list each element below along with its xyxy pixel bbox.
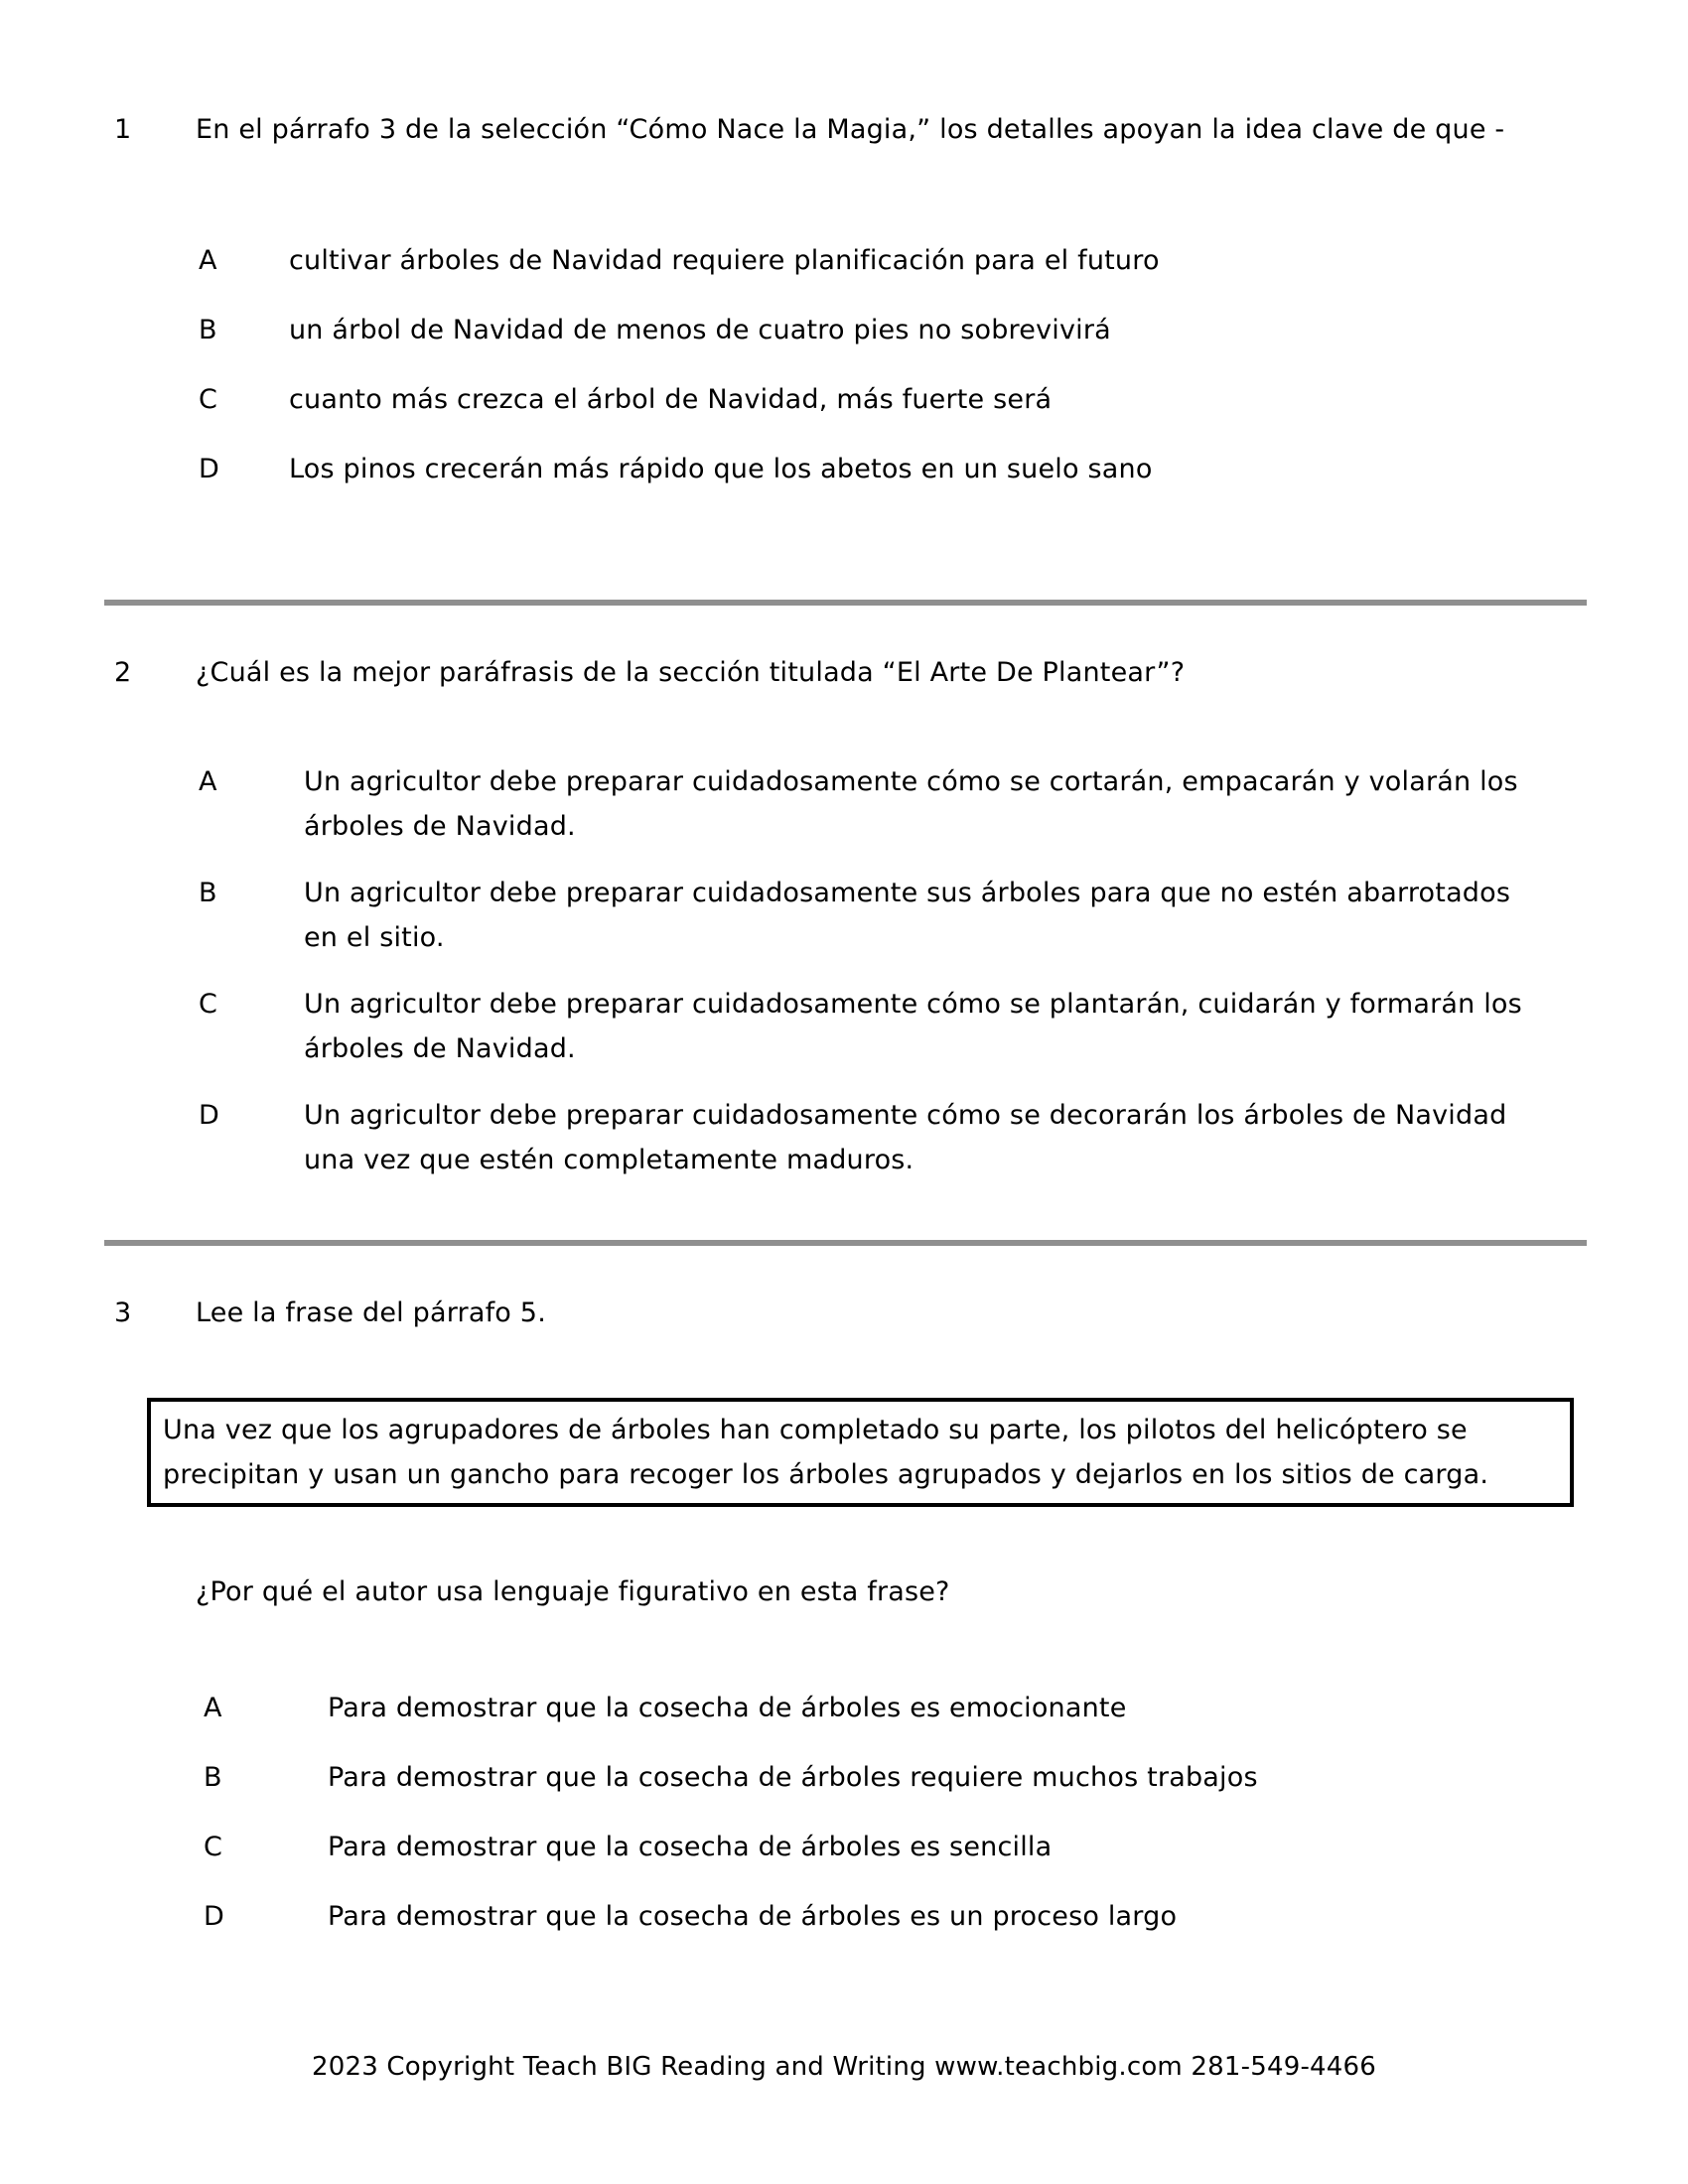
question-3-options	[204, 1686, 1599, 1939]
question-2-option-c	[199, 982, 1599, 1071]
option-text: un árbol de Navidad de menos de cuatro pies no sobrevivirá	[289, 315, 1111, 345]
option-text: Un agricultor debe preparar cuidadosamente cómo se cortarán, empacarán y volarán los árboles de Navidad.	[304, 766, 1518, 842]
question-1-head	[114, 107, 1599, 152]
question-3-prompt: Lee la frase del párrafo 5.	[196, 1297, 546, 1328]
question-3-sub-prompt: ¿Por qué el autor usa lenguaje figurativo en esta frase?	[196, 1576, 950, 1607]
question-3	[114, 1291, 1599, 1939]
option-text: Un agricultor debe preparar cuidadosamente cómo se decorarán los árboles de Navidad una vez que estén completamente maduros.	[304, 1100, 1507, 1175]
question-1-options	[199, 238, 1599, 491]
question-2-option-a	[199, 759, 1599, 849]
option-letter: B	[199, 878, 217, 908]
option-letter: A	[199, 766, 217, 797]
question-3-option-c	[204, 1825, 1599, 1869]
option-text: Para demostrar que la cosecha de árboles es emocionante	[328, 1693, 1127, 1723]
question-3-option-a	[204, 1686, 1599, 1730]
question-1-option-b	[199, 308, 1599, 352]
question-2-option-b	[199, 871, 1599, 960]
question-1	[114, 107, 1599, 491]
option-text: Para demostrar que la cosecha de árboles es un proceso largo	[328, 1901, 1178, 1932]
option-text: Para demostrar que la cosecha de árboles es sencilla	[328, 1832, 1053, 1862]
option-text: Un agricultor debe preparar cuidadosamente sus árboles para que no estén abarrotados en el sitio.	[304, 878, 1511, 953]
option-letter: B	[204, 1762, 222, 1793]
quote-text: Una vez que los agrupadores de árboles han completado su parte, los pilotos del helicóptero se precipitan y usan un gancho para recoger los árboles agrupados y dejarlos en los sitios de carga.	[163, 1415, 1489, 1490]
option-text: Para demostrar que la cosecha de árboles requiere muchos trabajos	[328, 1762, 1258, 1793]
question-1-option-c	[199, 377, 1599, 422]
option-letter: C	[199, 989, 218, 1020]
quote-box	[147, 1398, 1574, 1507]
question-3-option-d	[204, 1894, 1599, 1939]
question-1-option-a	[199, 238, 1599, 283]
option-text: cuanto más crezca el árbol de Navidad, más fuerte será	[289, 384, 1053, 415]
option-letter: A	[199, 245, 217, 276]
option-text: Un agricultor debe preparar cuidadosamente cómo se plantarán, cuidarán y formarán los árboles de Navidad.	[304, 989, 1522, 1064]
option-letter: C	[204, 1832, 223, 1862]
question-1-prompt: En el párrafo 3 de la selección “Cómo Nace la Magia,” los detalles apoyan la idea clave de que -	[196, 114, 1505, 145]
question-3-head	[114, 1291, 1599, 1335]
option-letter: D	[199, 1100, 219, 1131]
question-2-option-d	[199, 1093, 1599, 1182]
option-text: Los pinos crecerán más rápido que los abetos en un suelo sano	[289, 454, 1153, 484]
question-2-options	[199, 759, 1599, 1182]
option-text: cultivar árboles de Navidad requiere planificación para el futuro	[289, 245, 1160, 276]
option-letter: B	[199, 315, 217, 345]
option-letter: D	[204, 1901, 224, 1932]
question-1-option-d	[199, 447, 1599, 491]
question-2-head	[114, 650, 1599, 695]
option-letter: A	[204, 1693, 222, 1723]
question-1-number: 1	[114, 114, 132, 145]
section-divider	[104, 600, 1587, 606]
section-divider	[104, 1240, 1587, 1246]
question-2	[114, 650, 1599, 1182]
question-2-prompt: ¿Cuál es la mejor paráfrasis de la sección titulada “El Arte De Plantear”?	[196, 657, 1186, 688]
option-letter: D	[199, 454, 219, 484]
question-3-option-b	[204, 1755, 1599, 1800]
question-3-number: 3	[114, 1297, 132, 1328]
copyright-footer: 2023 Copyright Teach BIG Reading and Writing www.teachbig.com 281-549-4466	[311, 2052, 1377, 2082]
question-2-number: 2	[114, 657, 132, 688]
option-letter: C	[199, 384, 218, 415]
